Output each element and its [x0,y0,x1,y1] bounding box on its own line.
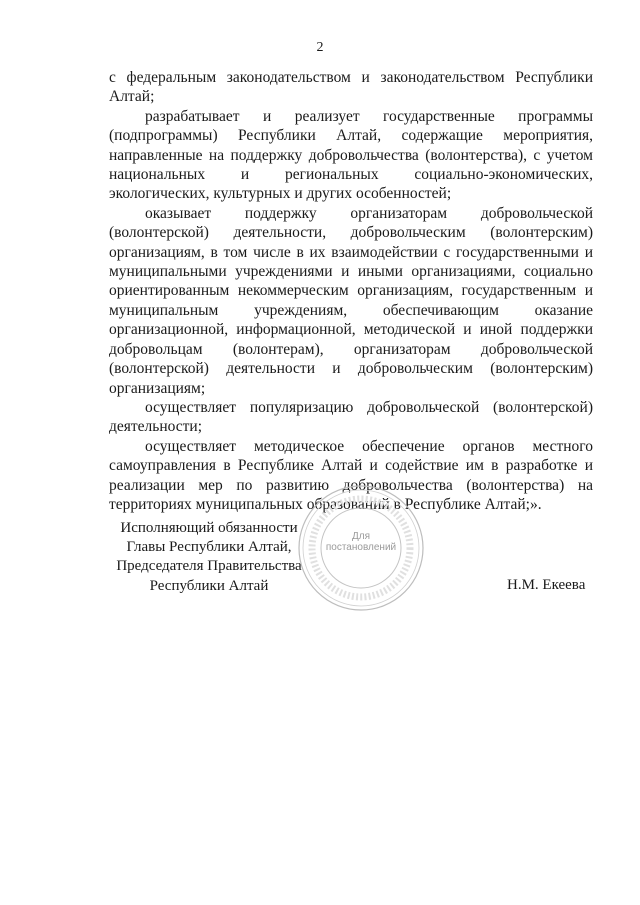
seal-center-line-1: Для [351,531,371,542]
paragraph-5: осуществляет методическое обеспечение органов местного самоуправления в Республике Алтай и содействие им в разработке и реализации мер по развитию добровольчества (волонтерства) на территориях муниципальных образований в Республике Алтай;». [109,437,593,513]
paragraph-1: с федеральным законодательством и законодательством Республики Алтай; [109,69,593,106]
official-seal [296,483,426,613]
paragraph-3: оказывает поддержку организаторам добровольческой (волонтерской) деятельности, добровольческим (волонтерским) организациям, в том числе в их взаимодействии с государственными и муниципальными учреждениями и иными организациями, социально ориентированным некоммерческим организациям, государственным и муниципальным учреждениям, обеспечивающим оказание организационной, информационной, методической и иной поддержки добровольцам (волонтерам), организаторам добровольческой (волонтерской) деятельности и добровольческим (волонтерским) организациям; [109,204,593,397]
document-body [109,68,593,514]
paragraph-2: разрабатывает и реализует государственные программы (подпрограммы) Республики Алтай, содержащие мероприятия, направленные на поддержку добровольчества (волонтерства), с учетом национальных и региональных социально-экономических, экологических, культурных и других особенностей; [109,107,593,203]
signatory-line-4: Республики Алтай [149,577,269,594]
signatory-line-2: Главы Республики Алтай, [126,539,292,556]
paragraph-4: осуществляет популяризацию добровольческой (волонтерской) деятельности; [109,398,593,436]
signatory-title [109,519,309,596]
signatory-line-1: Исполняющий обязанности [120,520,298,536]
seal-center-line-2: постановлений [325,542,397,553]
signatory-name: Н.М. Екеева [507,577,586,593]
page-number: 2 [316,40,324,55]
signatory-line-3: Председателя Правительства [116,558,302,575]
